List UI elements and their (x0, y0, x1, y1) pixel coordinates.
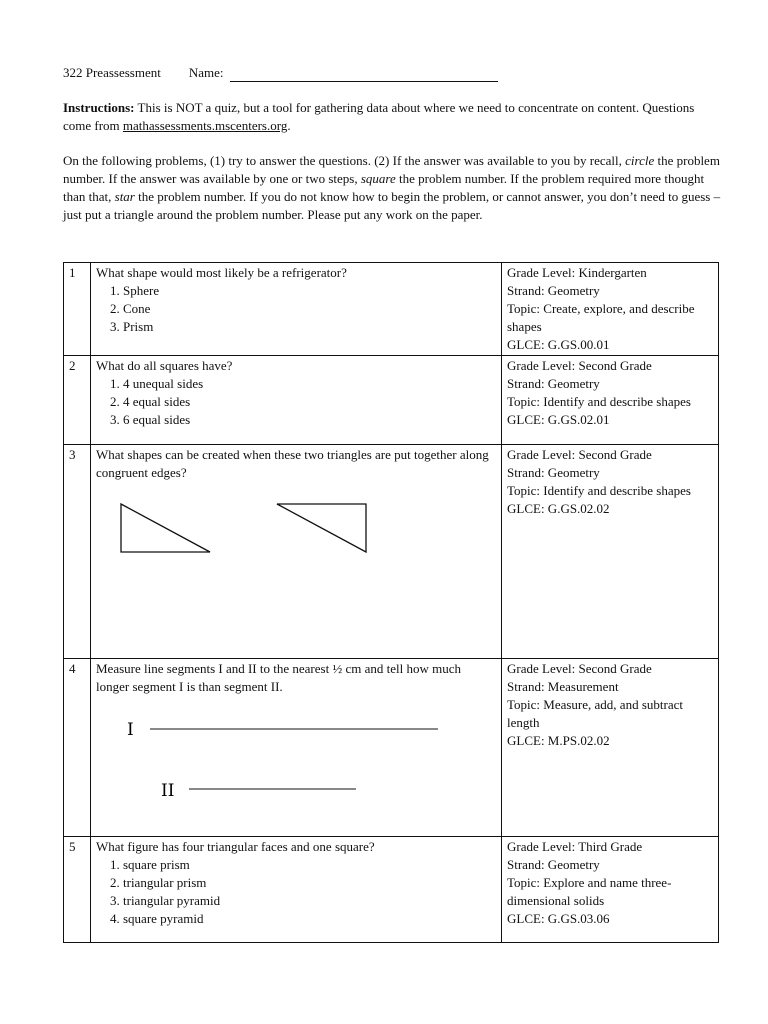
problem-question-cell (91, 659, 502, 837)
name-blank-line (230, 67, 498, 82)
answer-option: 3. 6 equal sides (110, 412, 191, 427)
problem-question-cell (91, 445, 502, 659)
problem-meta-cell (502, 659, 719, 837)
problem-row-5 (64, 837, 719, 943)
answer-options (96, 856, 496, 928)
answer-option: 3. Prism (110, 319, 154, 334)
glce-code: GLCE: G.GS.03.06 (507, 911, 610, 926)
glce-code: GLCE: G.GS.02.02 (507, 501, 610, 516)
strand: Strand: Geometry (507, 465, 600, 480)
problem-number: 2 (64, 356, 91, 445)
grade-level: Grade Level: Second Grade (507, 358, 652, 373)
worksheet-page (63, 64, 723, 926)
answer-options (96, 375, 496, 429)
grade-level: Grade Level: Third Grade (507, 839, 643, 854)
triangle-right (277, 504, 366, 552)
problem-number: 1 (64, 263, 91, 356)
answer-options (96, 282, 496, 336)
glce-code: GLCE: G.GS.00.01 (507, 337, 610, 352)
answer-option: 3. triangular pyramid (110, 893, 221, 908)
triangles-figure (96, 482, 396, 562)
answer-option: 1. square prism (110, 857, 190, 872)
problem-question: What figure has four triangular faces and one square? (96, 839, 375, 854)
answer-option: 2. Cone (110, 301, 151, 316)
problem-row-2 (64, 356, 719, 445)
answer-option: 1. 4 unequal sides (110, 376, 204, 391)
directions-text-2: the problem number. If the answer was available by one or two steps, (63, 153, 720, 186)
directions-text-1: On the following problems, (1) try to answer the questions. (2) If the answer was available to you by recall, (63, 153, 626, 168)
segment-2-label: II (161, 781, 175, 796)
problem-number: 5 (64, 837, 91, 943)
problems-table (63, 262, 719, 943)
instructions-end: . (287, 118, 291, 133)
glce-code: GLCE: M.PS.02.02 (507, 733, 610, 748)
problem-question: What shapes can be created when these two triangles are put together along congruent edges? (96, 447, 489, 480)
strand: Strand: Measurement (507, 679, 619, 694)
triangle-left (121, 504, 210, 552)
instructions-paragraph (63, 99, 723, 135)
directions-text-3: the problem number. If the problem required more thought than that, (63, 171, 705, 204)
problem-question-cell (91, 356, 502, 445)
name-label: Name: (188, 65, 224, 80)
problem-row-3 (64, 445, 719, 659)
problem-meta-cell (502, 356, 719, 445)
strand: Strand: Geometry (507, 283, 600, 298)
grade-level: Grade Level: Kindergarten (507, 265, 647, 280)
strand: Strand: Geometry (507, 857, 600, 872)
problem-question-cell (91, 263, 502, 356)
problem-question: What shape would most likely be a refrigerator? (96, 265, 347, 280)
grade-level: Grade Level: Second Grade (507, 447, 652, 462)
topic: Topic: Explore and name three-dimensional solids (507, 875, 672, 908)
topic: Topic: Identify and describe shapes (507, 483, 691, 498)
topic: Topic: Identify and describe shapes (507, 394, 691, 409)
segments-figure (96, 696, 486, 796)
answer-option: 1. Sphere (110, 283, 160, 298)
source-link[interactable]: mathassessments.mscenters.org (122, 118, 288, 133)
problem-question: What do all squares have? (96, 358, 233, 373)
answer-option: 4. square pyramid (110, 911, 204, 926)
document-title: 322 Preassessment (63, 65, 161, 80)
glce-code: GLCE: G.GS.02.01 (507, 412, 610, 427)
problem-question-cell (91, 837, 502, 943)
problem-number: 4 (64, 659, 91, 837)
directions-text-4: the problem number. If you do not know how to begin the problem, or cannot answer, you don’t need to guess – just put a triangle around the problem number. Please put any work on the paper. (63, 189, 721, 222)
directions-paragraph (63, 152, 723, 224)
answer-option: 2. 4 equal sides (110, 394, 191, 409)
problem-row-4 (64, 659, 719, 837)
instructions-text: This is NOT a quiz, but a tool for gathering data about where we need to concentrate on content. Questions come from (63, 100, 695, 133)
directions-star-word: star (114, 189, 135, 204)
topic: Topic: Measure, add, and subtract length (507, 697, 683, 730)
problem-row-1 (64, 263, 719, 356)
answer-option: 2. triangular prism (110, 875, 207, 890)
strand: Strand: Geometry (507, 376, 600, 391)
header-line (63, 64, 723, 82)
problem-meta-cell (502, 445, 719, 659)
problem-meta-cell (502, 263, 719, 356)
grade-level: Grade Level: Second Grade (507, 661, 652, 676)
directions-square-word: square (360, 171, 396, 186)
segment-1-label: I (127, 720, 134, 740)
problem-question: Measure line segments I and II to the nearest ½ cm and tell how much longer segment I is than segment II. (96, 661, 461, 694)
directions-circle-word: circle (625, 153, 655, 168)
problem-meta-cell (502, 837, 719, 943)
instructions-label: Instructions: (63, 100, 135, 115)
topic: Topic: Create, explore, and describe shapes (507, 301, 695, 334)
problem-number: 3 (64, 445, 91, 659)
